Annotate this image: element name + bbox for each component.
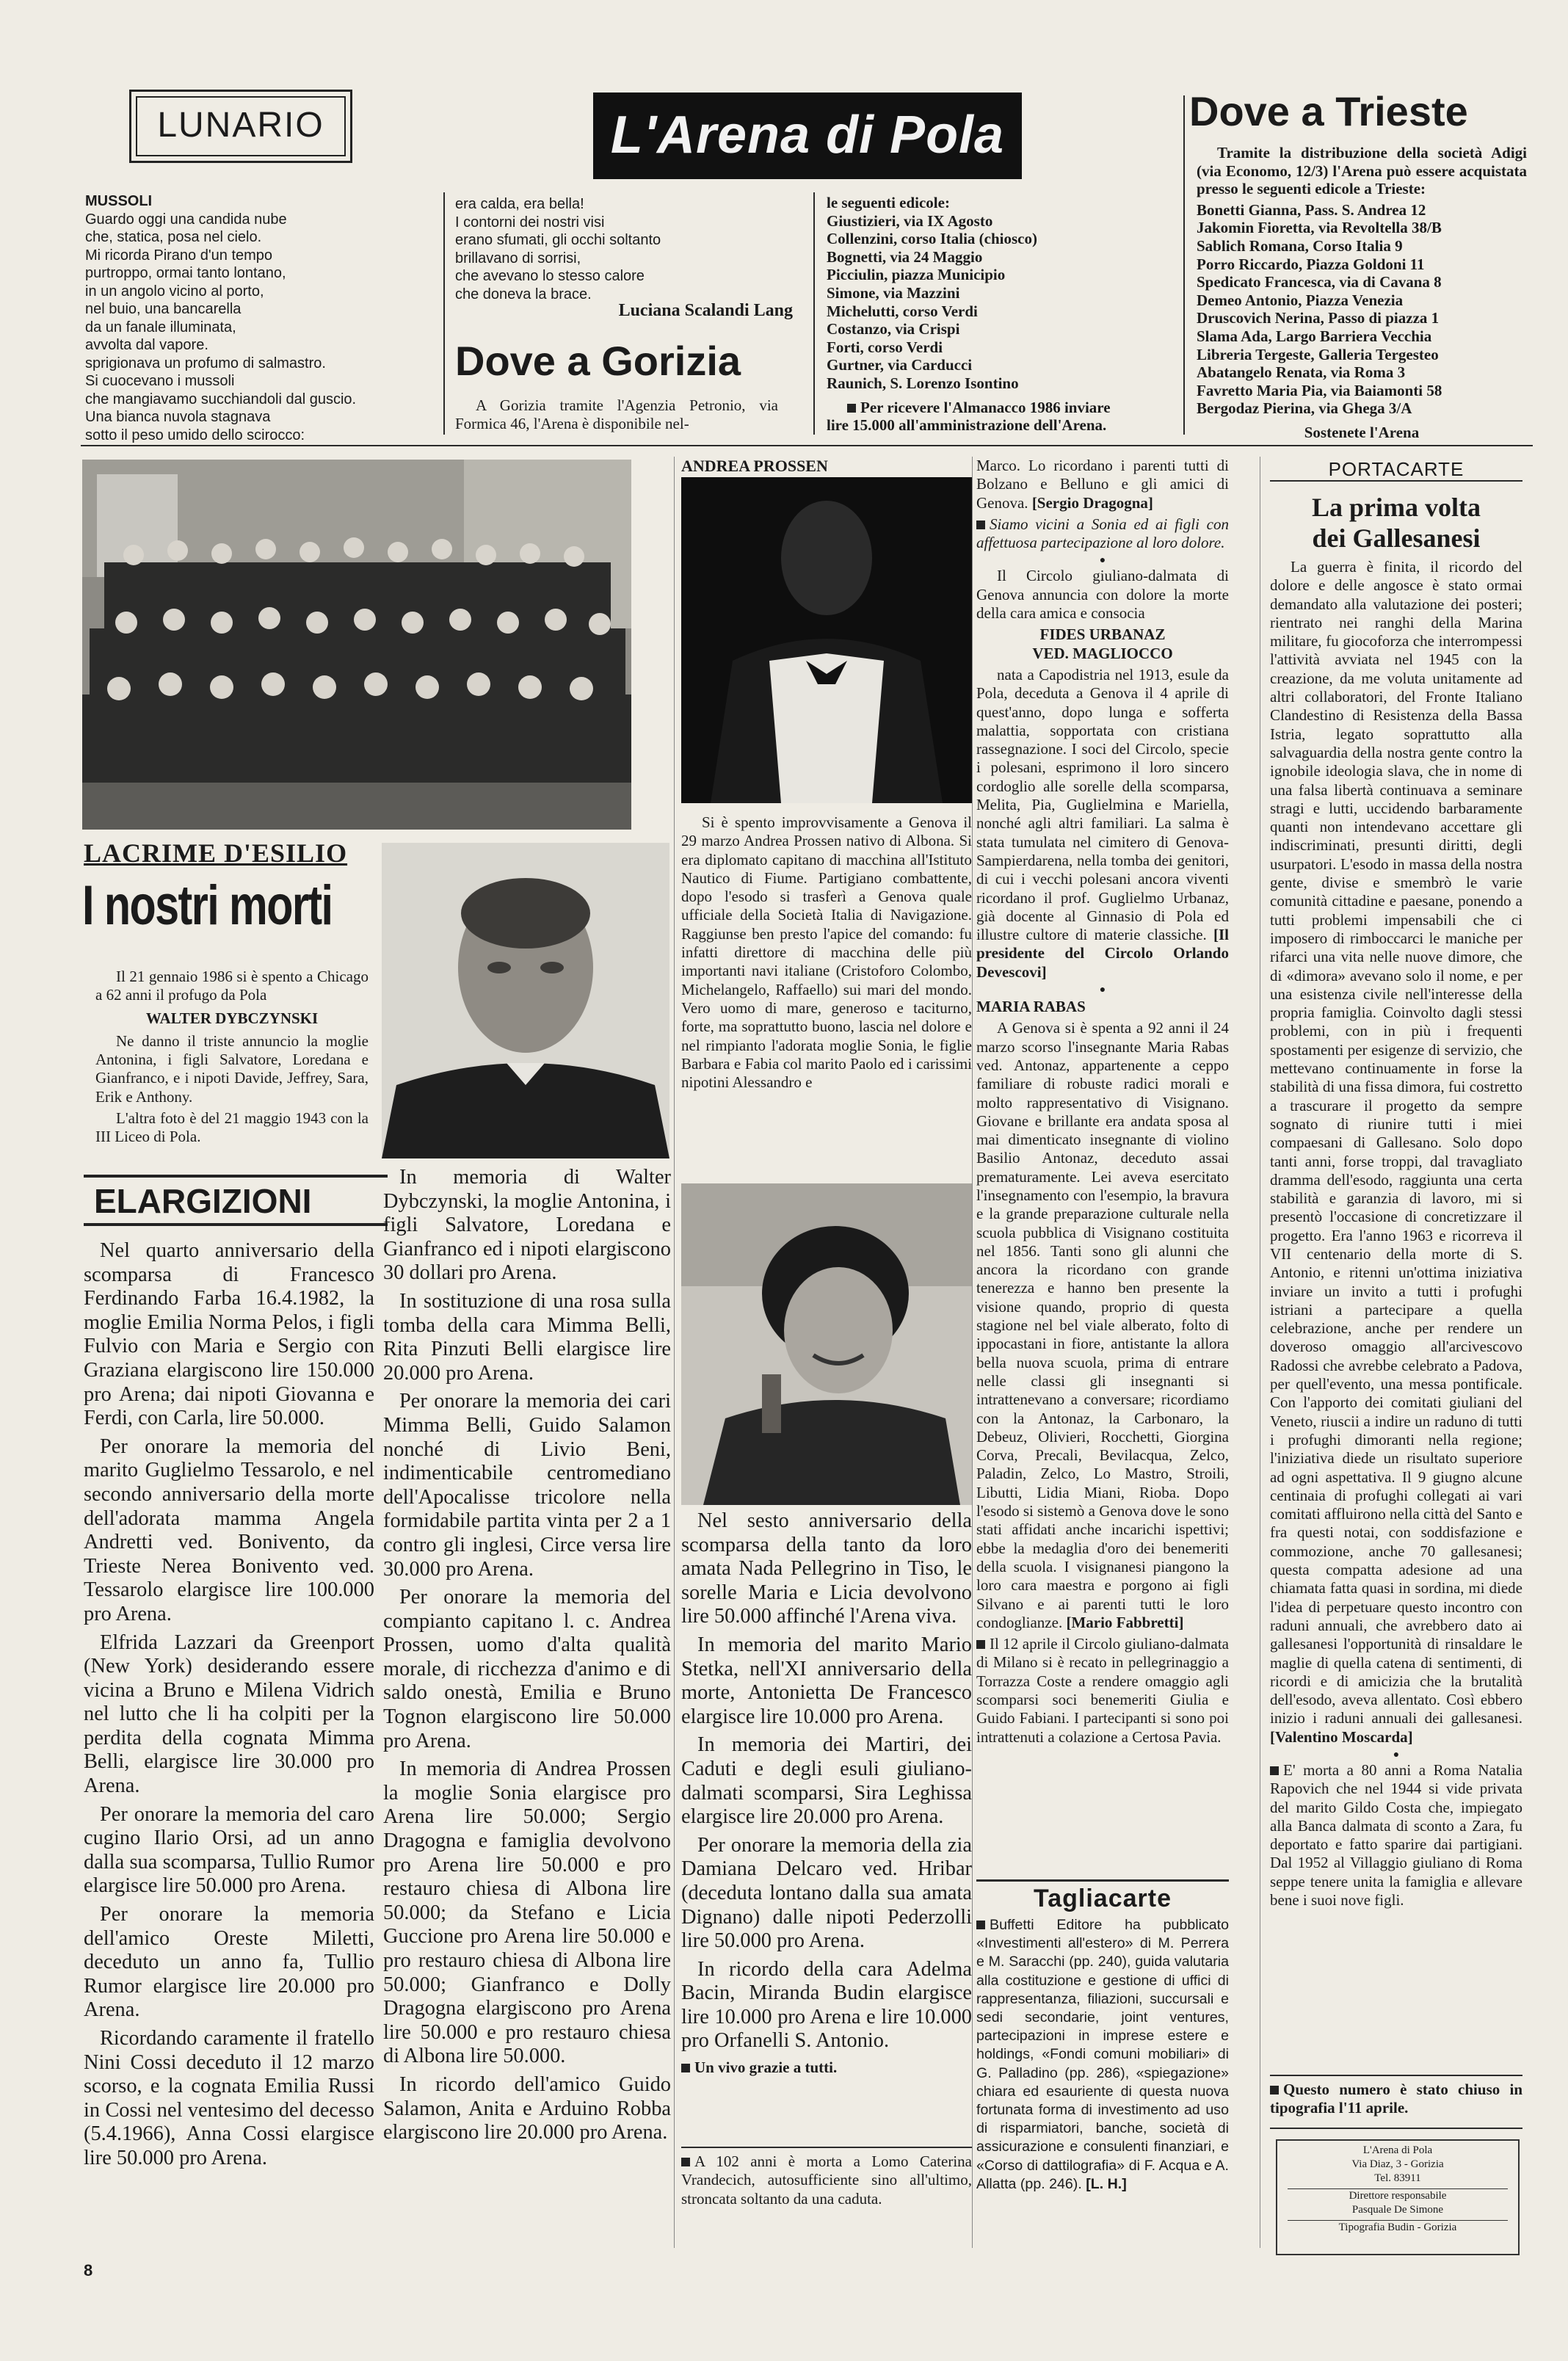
bullet-icon (1270, 2086, 1279, 2095)
prossen-title: ANDREA PROSSEN (681, 457, 828, 475)
tagliacarte-text: Buffetti Editore ha pubblicato «Investimenti all'estero» di M. Perrera e M. Saracchi (pp. 240), guida valutaria alla costituzione e gestione di uffici di rappresentanza, filiazioni, succursali e sedi secondarie, joint ventures, partecipazioni in imprese estere e holdings, «Fondi comuni mobiliari» di G. Palladino (pp. 286), «spiegazione» chiara ed esauriente di questa nuova fortunata forma di investimento ad uso di risparmiatori, banche, società di assicurazione e consulenti finanziari, e «Corso di dattilografia» di F. Acqua e A. Allatta (pp. 246). [L. H.] (976, 1917, 1229, 2192)
dybczynski-photo (382, 843, 669, 1158)
lacrime-headline: I nostri morti (82, 874, 333, 937)
dot-icon: ● (1393, 1749, 1400, 1760)
bullet-icon (976, 1921, 985, 1929)
almanacco-note: Per ricevere l'Almanacco 1986 inviare lire 15.000 all'amministrazione dell'Arena. (827, 398, 1111, 435)
poem: MUSSOLI Guardo oggi una candida nube che, statica, posa nel cielo. Mi ricorda Pirano d'un tempo purtroppo, ormai tanto lontano, in un angolo vicino al porto, nel buio, una bancarella da un fanale illuminata, avvolta dal vapore. sprigionava un profumo di salmastro. Si cuocevano i mussoli che mangiavamo succhiandoli dal guscio. Una bianca nuvola stagnava sotto il peso umido dello scirocco: (85, 192, 438, 444)
poem-author: Luciana Scalandi Lang (618, 301, 793, 320)
edicole-list: le seguenti edicole: Giustizieri, via IX Agosto Collenzini, corso Italia (chiosco) Bognetti, via 24 Maggio Picciulin, piazza Municipio Simone, via Mazzini Michelutti, corso Verdi Costanzo, via Crispi Forti, corso Verdi Gurtner, via Carducci Raunich, S. Lorenzo Isontino Per ricevere l'Almanacco 1986 inviare lire 15.000 all'amministrazione dell'Arena. (827, 194, 1135, 435)
lunario-title: LUNARIO (157, 106, 324, 145)
trieste-title: Dove a Trieste (1189, 88, 1468, 134)
dot-icon: ● (1099, 984, 1106, 996)
tipografia-note: Questo numero è stato chiuso in tipografia l'11 aprile. (1270, 2081, 1522, 2117)
lomo-note: A 102 anni è morta a Lomo Caterina Vrandecich, autosufficiente sino all'ultimo, stroncata soltanto da una caduta. (681, 2153, 972, 2208)
woman-photo (681, 1183, 972, 1505)
portacarte-text: La guerra è finita, il ricordo del dolore e delle angosce è stato ormai demandato alla valutazione dei posteri; rientrato nei ranghi della Marina militare, fu giocoforza che interrompessi l'attività avviata nel 1945 con la creazione, da me voluta unitamente ad altri collaboratori, del Fronte Italiano Clandestino di Resistenza della Bassa Istria, legato soprattutto alla salvaguardia della nostra gente contro la ignobile ideologia slava, che in nome di una falsa libertà continuava a seminare stragi e lutti, uccidendo barbaramente quanti non intendevano accettare gli indiscriminati, presunti diritti, degli usurpatori. L'esodo in massa della nostra gente, divise e smembrò le varie comunità cittadine e paesane, ponendo a tutti problemi impensabili che ci imposero di rimboccarci le maniche per rifarci una vita nelle nuove dimore, che di «dimora» avevano solo il nome, e per una esistenza civile nell'interesse della propria famiglia. Coinvolto dagli stessi problemi, con in più i frequenti spostamenti per esigenze di servizio, che mettevano continuamente in forse la stabilità di una fissa dimora, fui costretto a trascurare il progetto da sempre sognato di riunire tutti i miei compaesani di Gallesano. Solo dopo tanti anni, forse troppi, dal travagliato dramma dell'esodo, raggiunta una certa stabilità e garanzia di lavoro, mi si presentò l'occasione di concretizzare il progetto. Era l'anno 1963 e ricorreva il VII centenario della morte di S. Antonio, e ritenni un'ottima iniziativa inviare un invito a tutti i profughi istriani a partecipare a quella celebrazione, anche per rendere un doveroso omaggio all'arcivescovo Radossi che avrebbe celebrato a Padova, per quell'evento, una messa pontificale. Con l'apporto dei comitati giuliani del Veneto, riuscii a indire un raduno di tutti i profughi dimoranti nella regione; l'iniziativa diede un risultato superiore ad ogni aspettativa. Il 9 giugno alcune centinaia di profughi collegati ai vari comitati affluirono nella città del Santo e fra questi notai, con soddisfazione e commozione, anche 70 gallesanesi; questa compatta adesione ad una chiamata fatta quasi in sordina, mi diede l'idea di perpetuare questo incontro con raduni annuali, che avrebbero dato ai gallesanesi l'opportunità di rinsaldare le maglie di quella catena di sentimenti, di ricordi e di amicizia che la brutalità dell'esodo, aveva allentato. Così ebbero inizio i raduni annuali dei gallesanesi. [Valentino Moscarda] ● E' morta a 80 anni a Roma Natalia Rapovich che nel 1944 si vide privata del marito Gildo Costa che, impiegato alla Banca dalmata di sconto a Zara, fu deportato e fatto sparire dai partigiani. Dal 1952 al Villaggio giuliano di Roma seppe tenere unita la famiglia e allevare bene i suoi nove figli. (1270, 558, 1522, 1910)
poem-title: MUSSOLI (85, 193, 153, 209)
elargizioni-title: ELARGIZIONI (84, 1175, 388, 1226)
tagliacarte-title: Tagliacarte (1033, 1885, 1172, 1912)
logo-text: L'Arena di Pola (610, 106, 1005, 164)
bullet-icon (847, 404, 856, 413)
bullet-icon (681, 2064, 690, 2072)
gorizia-title: Dove a Gorizia (455, 338, 741, 384)
dot-icon: ● (1099, 555, 1106, 567)
elargizioni-col2: In memoria di Walter Dybczynski, la moglie Antonina, i figli Salvatore, Loredana e Gianfranco ed i nipoti elargiscono 30 dollari pro Arena. In sostituzione di una rosa sulla tomba della cara Mimma Belli, Rita Pinzuti Belli elargisce lire 20.000 pro Arena. Per onorare la memoria dei cari Mimma Belli, Guido Salamon nonché di Livio Beni, indimenticabile centromediano dell'Apocalisse tricolore nella formidabile partita vinta per 2 a 1 contro gli inglesi, Circe versa lire 30.000 pro Arena. Per onorare la memoria del compianto capitano l. c. Andrea Prossen, uomo d'alta qualità morale, di ricchezza d'animo e di saldo onestà, Emilia e Bruno Tognon elargiscono lire 50.000 pro Arena. In memoria di Andrea Prossen la moglie Sonia elargisce pro Arena lire 50.000; Sergio Dragogna e famiglia devolvono pro Arena lire 50.000 e pro restauro chiesa di Albona lire 50.000; da Stefano e Licia Guccione pro Arena lire 50.000 e pro restauro chiesa di Albona lire 50.000; Gianfranco e Dolly Dragogna elargiscono pro Arena lire 50.000 e pro restauro chiesa di Albona lire 50.000. In ricordo dell'amico Guido Salamon, Anita e Arduino Robba elargiscono lire 20.000 pro Arena. (383, 1166, 671, 2144)
bullet-icon (681, 2158, 690, 2166)
page-number: 8 (84, 2261, 93, 2280)
lacrime-text: Il 21 gennaio 1986 si è spento a Chicago a 62 anni il profugo da Pola WALTER DYBCZYNSKI Ne danno il triste annuncio la moglie Antonina, i figli Salvatore, Loredana e Gianfranco, e i nipoti Davide, Jeffrey, Sara, Erik e Anthony. L'altra foto è del 21 maggio 1943 con la III Liceo di Pola. (95, 968, 369, 1146)
class-photo (82, 460, 631, 830)
portacarte-title-1: La prima volta (1312, 493, 1481, 522)
necrologi-col: Marco. Lo ricordano i parenti tutti di Bolzano e Belluno e gli amici di Genova. [Sergio Dragogna] Siamo vicini a Sonia ed ai figli con affettuosa partecipazione al loro dolore. ● Il Circolo giuliano-dalmata di Genova annuncia con dolore la morte della cara amica e consocia FIDES URBANAZ VED. MAGLIOCCO nata a Capodistria nel 1913, esule da Pola, deceduta a Genova il 4 aprile di quest'anno, dopo lunga e sofferta malattia, sopportata con cristiana rassegnazione. I soci del Circolo, specie i polesani, esprimono il loro sincero cordoglio alle sorelle della scomparsa, Melita, Pia, Guglielmina e Mariella, nonché agli altri familiari. La salma è stata tumulata nel cimitero di Genova-Sampierdarena, nella tomba dei genitori, di cui i vecchi polesani ancora viventi ricordano il prof. Guglielmo Urbanaz, già docente al Ginnasio di Pola ed illustre cultore di materie classiche. [Il presidente del Circolo Orlando Devescovi] ● MARIA RABAS A Genova si è spenta a 92 anni il 24 marzo scorso l'insegnante Maria Rabas ved. Antonaz, appartenente a ceppo familiare di robuste radici morali e molto rappresentativo di Visignano. Giovane e brillante era andata sposa al mai dimenticato insegnante di violino Basilio Antonaz, deceduto assai prematuramente. Lei aveva esercitato l'insegnamento con l'esempio, la bravura e la grande preparazione culturale nella scuola pubblica di Visignano costituita nel 1856. Tanti sono gli alunni che ancora la ricordano con grande tenerezza e hanno ben presente la visione quando, proprio di questa stagione nel bel viale alberato, folto di ippocastani in fiore, antistante la allora bella nuova scuola, prima di entrare nelle classi gli insegnanti si intrattenevano a conversare; ricordiamo con la Antonaz, la Carbonaro, la Debeuz, Olivieri, Rocchetti, Giorgina Corva, Precali, Bevilacqua, Zelco, Paladin, Zelco, Lo Mastro, Stroili, Libutti, Lidia Miani, Rioba. Dopo l'esodo si sistemò a Genova dove le sono stati affidati anche incarichi ispettivi; ebbe la medaglia d'oro dei benemeriti della scuola. I visignanesi piangono la loro cara maestra e porgono ai figli Silvano e ai parenti tutti le loro condoglianze. [Mario Fabbretti] Il 12 aprile il Circolo giuliano-dalmata di Milano si è recato in pellegrinaggio a Torrazza Coste a rendere omaggio agli scomparsi soci benemeriti Giulia e Guido Fabiani. I partecipanti si sono poi intrattenuti a colazione a Certosa Pavia. (976, 457, 1230, 1746)
poem-cont: era calda, era bella! I contorni dei nostri visi erano sfumati, gli occhi soltanto brillavano di sorrisi, che avevano lo stesso calore che doneva la brace. (455, 196, 661, 302)
prossen-photo (681, 477, 972, 803)
gorizia-text: A Gorizia tramite l'Agenzia Petronio, via Formica 46, l'Arena è disponibile nel- (455, 396, 778, 433)
trieste-list: Tramite la distribuzione della società Adigi (via Economo, 12/3) l'Arena può essere acquistata presso le seguenti edicole a Trieste: Bonetti Gianna, Pass. S. Andrea 12 Jakomin Fioretta, via Revoltella 38/B Sablich Romana, Corso Italia 9 Porro Riccardo, Piazza Goldoni 11 Spedicato Francesca, via di Cavana 8 Demeo Antonio, Piazza Venezia Druscovich Nerina, Passo di piazza 1 Slama Ada, Largo Barriera Vecchia Libreria Tergeste, Galleria Tergesteo Abatangelo Renata, via Roma 3 Favretto Maria Pia, via Baiamonti 58 Bergodaz Pierina, via Ghega 3/A Sostenete l'Arena (1197, 144, 1527, 441)
bullet-icon (976, 1640, 985, 1649)
grazie-line: Un vivo grazie a tutti. (681, 2058, 972, 2077)
elargizioni-col3: Nel sesto anniversario della scomparsa della tanto da loro amata Nada Pellegrino in Tiso, le sorelle Maria e Licia devolvono lire 50.000 affinché l'Arena viva. In memoria del marito Mario Stetka, nell'XI anniversario della morte, Antonietta De Francesco elargisce lire 10.000 pro Arena. In memoria dei Martiri, dei Caduti e degli esuli giuliano-dalmati scomparsi, Sira Leghissa elargisce lire 20.000 pro Arena. Per onorare la memoria della zia Damiana Delcaro ved. Hribar (deceduta lontano dalla sua amata Dignano) dalle nipoti Pederzolli lire 50.000 pro Arena. In ricordo della cara Adelma Bacin, Miranda Budin elargisce lire 10.000 pro Arena e lire 10.000 pro Orfanelli S. Antonio. Un vivo grazie a tutti. (681, 1509, 972, 2077)
logo (593, 93, 1022, 179)
lunario-box (129, 90, 352, 163)
bullet-icon (1270, 1766, 1279, 1775)
portacarte-label: PORTACARTE (1328, 458, 1464, 480)
portacarte-title-2: dei Gallesanesi (1312, 523, 1481, 553)
colophon: L'Arena di Pola Via Diaz, 3 - Gorizia Tel. 83911 Direttore responsabile Pasquale De Simone Tipografia Budin - Gorizia (1276, 2139, 1520, 2255)
lacrime-kicker: LACRIME D'ESILIO (84, 838, 348, 868)
bullet-icon (976, 521, 985, 529)
prossen-text: Si è spento improvvisamente a Genova il 29 marzo Andrea Prossen nativo di Albona. Si era diplomato capitano di macchina all'Istituto Nautico di Fiume. Partigiano combattente, dopo l'esodo si trasferì a Genova quale ufficiale della Società Italia di Navigazione. Raggiunse ben presto l'apice del comando: fu infatti direttore di macchina delle più importanti navi italiane (Cristoforo Colombo, Michelangelo, Raffaello) sui mari del mondo. Vero uomo di mare, generoso e taciturno, forte, ma soprattutto buono, lascia nel dolore e nel rimpianto l'adorata moglie Sonia, le figlie Barbara e Fabia col marito Paolo ed i carissimi nipotini Alessandro e (681, 813, 972, 1092)
elargizioni-col1: Nel quarto anniversario della scomparsa di Francesco Ferdinando Farba 16.4.1982, la moglie Emilia Norma Pelos, i figli Fulvio con Maria e Sergio con Graziana elargiscono lire 150.000 pro Arena; dai nipoti Giovanna e Ferdi, con Carla, lire 50.000. Per onorare la memoria del marito Guglielmo Tessarolo, e nel secondo anniversario della morte dell'adorata mamma Angela Andretti ved. Bonivento, da Trieste Nerea Bonivento ved. Tessarolo elargisce lire 100.000 pro Arena. Elfrida Lazzari da Greenport (New York) desiderando essere vicina a Bruno e Milena Vidrich nel lutto che li ha colpiti per la perdita della cognata Mimma Belli, elargisce lire 30.000 pro Arena. Per onorare la memoria del caro cugino Ilario Orsi, ad un anno dalla sua scomparsa, Tullio Rumor elargisce lire 50.000 pro Arena. Per onorare la memoria dell'amico Oreste Miletti, deceduto un anno fa, Tullio Rumor elargisce lire 20.000 pro Arena. Ricordando caramente il fratello Nini Cossi deceduto il 12 marzo scorso, e la cognata Emilia Russi in Cossi nel ventesimo del decesso (5.4.1966), Anna Cossi elargisce lire 50.000 pro Arena. (84, 1239, 374, 2169)
